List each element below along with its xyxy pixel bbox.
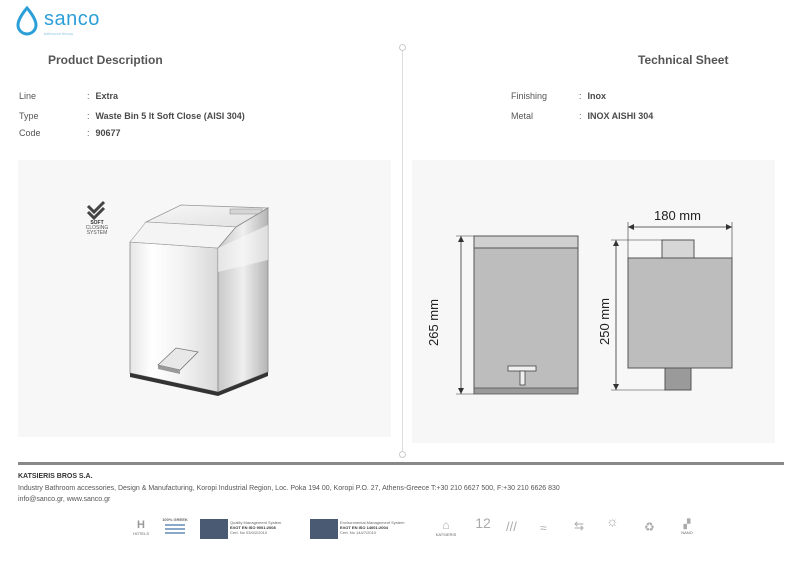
dimension-drawing bbox=[412, 160, 775, 443]
greek-flag-icon bbox=[165, 524, 185, 536]
company-name: KATSIERIS BROS S.A. bbox=[18, 473, 93, 480]
nano-grid-icon: ▞ bbox=[683, 519, 691, 529]
spec-separator: : bbox=[87, 111, 90, 121]
iso14001-cert bbox=[340, 520, 420, 535]
iso9001-number: Cert. No 03/0/2/2010 bbox=[230, 530, 268, 535]
eu-flag-icon bbox=[310, 519, 338, 539]
nano-badge bbox=[676, 519, 698, 535]
hotels-label: HOTELS bbox=[132, 531, 149, 536]
iso14001-number: Cert. No 144/7/2010 bbox=[340, 530, 377, 535]
company-address: Industry Bathroom accessories, Design & Manufacturing, Koropi Industrial Region, Loc. Poka 194 00, Koropi P.O. 27, Athens-Greece T:+30 210 6627 500, F:+30 210 6626 830 bbox=[18, 485, 560, 492]
badge-line-1: SOFT bbox=[90, 220, 104, 226]
footer-divider bbox=[18, 462, 784, 465]
spec-separator: : bbox=[87, 91, 90, 101]
spec-separator: : bbox=[579, 91, 582, 101]
greek-badge bbox=[162, 517, 188, 543]
company-contact: info@sanco.gr, www.sanco.gr bbox=[18, 496, 111, 503]
sanco-logo bbox=[14, 6, 134, 36]
hotels-badge bbox=[130, 519, 152, 543]
catalogue-badge bbox=[432, 518, 460, 542]
iso9001-cert bbox=[230, 520, 310, 535]
spec-row-type bbox=[19, 111, 245, 121]
double-check-icon bbox=[86, 200, 108, 220]
spec-value: Inox bbox=[587, 91, 607, 101]
iso9001-standard: ΕΛΟΤ ΕΝ ISO 9001:2008 bbox=[230, 525, 276, 530]
dim-width: 180 mm bbox=[654, 208, 701, 223]
brand-name: sanco bbox=[44, 8, 100, 30]
iso14001-title: Environmental Management System bbox=[340, 520, 405, 525]
certification-strip bbox=[128, 515, 698, 545]
badge-line-3: SYSTEM bbox=[86, 230, 108, 236]
slash-logo-icon: /// bbox=[506, 519, 517, 534]
spec-label: Code bbox=[19, 128, 41, 138]
brand-tagline: bathroom theory bbox=[44, 31, 74, 36]
arrow-icon: ⇆ bbox=[574, 519, 585, 533]
spec-value: 90677 bbox=[95, 128, 121, 138]
divider-dot-top bbox=[399, 44, 406, 51]
nano-label: NANO bbox=[681, 530, 693, 535]
years-label: 12 bbox=[475, 515, 491, 531]
spec-row-code bbox=[19, 128, 121, 138]
dim-height-side: 250 mm bbox=[597, 298, 612, 345]
spec-label: Line bbox=[19, 91, 37, 101]
recycle-icon: ♻ bbox=[644, 520, 655, 534]
spec-label: Metal bbox=[511, 111, 534, 121]
spec-value: Waste Bin 5 lt Soft Close (AISI 304) bbox=[95, 111, 245, 121]
spec-row-line bbox=[19, 91, 118, 101]
product-image-panel bbox=[18, 160, 391, 437]
spec-value: INOX AISHI 304 bbox=[587, 111, 654, 121]
technical-drawing-panel bbox=[412, 160, 775, 443]
sun-icon: ☼ bbox=[606, 513, 619, 529]
technical-sheet-title: Technical Sheet bbox=[638, 53, 729, 67]
eu-flag-icon bbox=[200, 519, 228, 539]
spec-label: Type bbox=[19, 111, 39, 121]
wave-icon: ≈ bbox=[540, 521, 547, 535]
water-drop-icon bbox=[14, 6, 40, 36]
spec-value: Extra bbox=[95, 91, 119, 101]
hotel-icon: H bbox=[137, 519, 145, 531]
soft-closing-badge bbox=[82, 200, 116, 240]
spec-separator: : bbox=[579, 111, 582, 121]
center-divider bbox=[402, 48, 403, 456]
iso14001-standard: ΕΛΟΤ ΕΝ ISO 14001:2004 bbox=[340, 525, 388, 530]
divider-dot-bottom bbox=[399, 451, 406, 458]
spec-row-metal bbox=[511, 111, 653, 121]
roof-icon: ⌂ bbox=[442, 518, 450, 532]
spec-separator: : bbox=[87, 128, 90, 138]
dim-height-front: 265 mm bbox=[426, 299, 441, 346]
iso9001-title: Quality Management System bbox=[230, 520, 282, 525]
spec-label: Finishing bbox=[511, 91, 548, 101]
years-badge bbox=[471, 515, 495, 531]
catalogue-label: KATSIERIS bbox=[435, 532, 457, 537]
greek-label: 100% GREEK bbox=[162, 517, 188, 522]
product-description-title: Product Description bbox=[48, 53, 163, 67]
waste-bin-illustration bbox=[18, 160, 391, 437]
badge-line-2: CLOSING bbox=[85, 225, 109, 231]
spec-row-finishing bbox=[511, 91, 606, 101]
